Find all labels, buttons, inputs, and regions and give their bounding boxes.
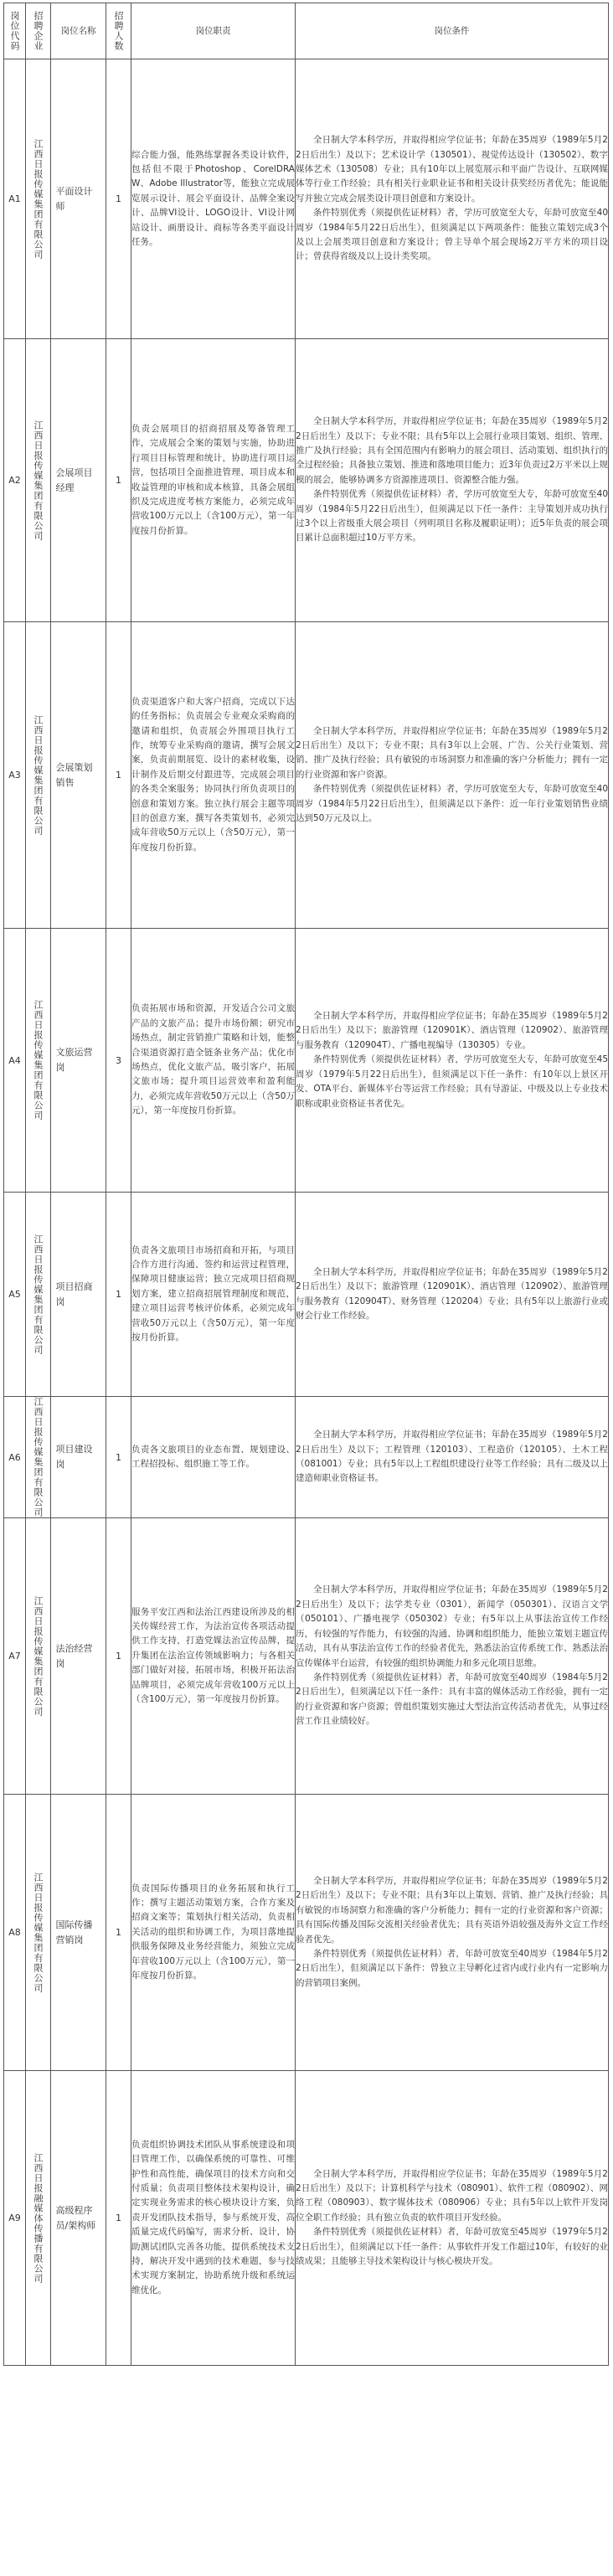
condition-paragraph: 全日制大学本科学历，并取得相应学位证书；年龄在35周岁（1989年5月22日后出生）及以下；专业不限；具有3年以上会展、广告、公关行业策划、营销、推广及执行经验；具有敏锐的市场洞察力和准确的客户分析能力；拥有一定的行业资源和客户资源。 [296,725,608,780]
position-duties: 负责组织协调技术团队从事系统建设和项目管理工作，以确保系统的可靠性、可维护性和高性能，确保项目的技术方向和交付质量；负责项目整体技术架构设计，确定实现业务需求的核心模块设计方案，负责开发团队技术指导，参与系统开发，高质量完成代码编写，需求分析、设计，协助测试团队完善各功能，提供系统技术支持，解决开发中遇到的技术难题，参与技术实现方案制定，协助系统升级和系统运维优化。 [131,2071,296,2366]
company-cell [26,929,51,1193]
position-name: 项目建设岗 [55,1444,93,1470]
position-conditions [296,339,609,622]
company-name: 江西日报传媒集团有限公司 [33,1595,44,1717]
table-row [4,622,609,929]
company-cell [26,339,51,622]
header-duties: 岗位职责 [131,3,296,59]
position-name: 法治经营岗 [55,1642,93,1669]
company-cell [26,1795,51,2071]
hire-count: 1 [106,2071,131,2366]
company-name: 江西日报传媒集团有限公司 [33,714,44,836]
company-name: 江西日报传媒集团有限公司 [33,1872,44,1993]
position-name-cell [51,2071,106,2366]
table-row [4,339,609,622]
condition-paragraph: 条件特别优秀（须提供佐证材料）者，学历可放宽至大专，年龄可放宽至45周岁（1979年5月22日后出生），但须满足以下任一条件：有10年以上景区开发、OTA平台、新媒体平台等运营工作经验；具有导游证、中级及以上专业技术职称或职业资格证书者优先。 [296,1054,608,1109]
company-cell [26,622,51,929]
position-code: A9 [4,2071,26,2366]
company-name: 江西日报传媒集团有限公司 [33,1234,44,1355]
company-name: 江西日报传媒集团有限公司 [33,420,44,541]
table-row [4,1397,609,1518]
company-cell [26,2071,51,2366]
header-position: 岗位名称 [51,3,106,59]
condition-paragraph: 全日制大学本科学历，并取得相应学位证书；年龄在35周岁（1989年5月22日后出生）及以下；计算机科学与技术（080901）、软件工程（080902）、网络工程（080903）、数字媒体技术（080906）专业；具有5年以上软件开发岗位全职工作经验；具有独立负责的软件项目开发经验。 [296,2168,608,2223]
condition-paragraph: 全日制大学本科学历，并取得相应学位证书；年龄在35周岁（1989年5月22日后出生）及以下；艺术设计学（130501）、视觉传达设计（130502）、数字媒体艺术（130508）专业；具有10年以上展览展示和平面广告设计、互联网媒体等行业工作经验；具有相关行业职业证书和相关设计获奖经历者优先；能说能写并独立完成会展类设计项目创意和方案设计。 [296,135,608,204]
job-table [3,3,609,2366]
position-name-cell [51,1397,106,1518]
company-name: 江西日报传媒集团有限公司 [33,1397,44,1517]
position-name: 会展策划销售 [55,761,93,788]
position-name: 文旅运营岗 [55,1047,93,1073]
position-code: A1 [4,59,26,339]
header-count: 招聘人数 [106,3,131,59]
condition-paragraph: 全日制大学本科学历，并取得相应学位证书；年龄在35周岁（1989年5月22日后出生）及以下；工程管理（120103）、工程造价（120105）、土木工程（081001）专业；具有5年以上工程组织建设行业等工作经验；具有二级及以上建造师职业资格证书。 [296,1430,608,1484]
position-duties: 综合能力强，能熟练掌握各类设计软件，包括但不限于Photoshop、CorelDRAW、Adobe Illustrator等，能独立完成展览展示设计、展会平面设计、品牌全案设计、品牌VI设计、LOGO设计、VI设计网站设计、画册设计、商标等各类平面设计任务。 [131,59,296,339]
condition-paragraph: 条件特别优秀（须提供佐证材料）者，年龄可放宽至40周岁（1984年5月22日后出生），但须满足以下任一条件：具有丰富的媒体活动工作经验，拥有一定的行业资源和客户资源；曾组织策划实施过大型法治宣传活动者优先，从事过经营工作且业绩较好。 [296,1672,608,1727]
hire-count: 1 [106,1397,131,1518]
position-conditions [296,1795,609,2071]
hire-count: 1 [106,1193,131,1397]
condition-paragraph: 条件特别优秀（须提供佐证材料）者，学历可放宽至大专，年龄可放宽至40周岁（1984年5月22日后出生），但须满足以下条件：近一年行业策划销售业绩达到50万元及以上。 [296,784,608,824]
hire-count: 3 [106,929,131,1193]
table-row [4,929,609,1193]
position-name: 高级程序员/架构师 [55,2204,96,2231]
position-duties: 负责渠道客户和大客户招商，完成以下达的任务指标；负责展会专业观众采购商的邀请和组织，负责展会外围项目执行工作，统筹专业采购商的邀请，撰写会展文案，负责前期展览、设计的素材收集，设计制作及后期交付跟进等，完成展会项目的各类全案服务；协同执行所负责项目的创意和策划方案。独立执行展会主题等项目的创意方案，撰写各类策划书，必须完成年营收50万元以上（含50万元），第一年度按月份折算。 [131,622,296,929]
hire-count: 1 [106,1518,131,1795]
company-cell [26,59,51,339]
position-code: A3 [4,622,26,929]
header-company: 招聘企业 [26,3,51,59]
condition-paragraph: 条件特别优秀（须提供佐证材料）者，年龄可放宽至40周岁（1984年5月22日后出生），但须满足以下条件：曾独立主导孵化过省内或行业内有一定影响力的营销项目案例。 [296,1948,608,1988]
position-code: A4 [4,929,26,1193]
position-name-cell [51,929,106,1193]
header-code: 岗位代码 [4,3,26,59]
hire-count: 1 [106,622,131,929]
position-name: 会展项目经理 [55,466,93,493]
company-name: 江西日报传媒集团有限公司 [33,138,44,260]
position-name-cell [51,1518,106,1795]
position-name: 国际传播营销岗 [55,1919,93,1945]
table-row [4,1795,609,2071]
position-code: A7 [4,1518,26,1795]
position-name-cell [51,622,106,929]
position-code: A2 [4,339,26,622]
table-header-row [4,3,609,59]
company-cell [26,1397,51,1518]
condition-paragraph: 全日制大学本科学历，并取得相应学位证书；年龄在35周岁（1989年5月22日后出生）及以下；旅游管理（120901K）、酒店管理（120902）、旅游管理与服务教育（120904T）、广播电视编导（130305）专业。 [296,1011,608,1050]
hire-count: 1 [106,1795,131,2071]
condition-paragraph: 条件特别优秀（须提供佐证材料）者，学历可放宽至大专，年龄可放宽至40周岁（1984年5月22日后出生），但须满足以下两项条件：能独立策划完成3个及以上会展类项目创意和方案设计；曾主导单个展会现场2万平方米的项目设计；曾获得省级及以上设计类奖项。 [296,208,608,262]
position-conditions [296,622,609,929]
position-conditions [296,1193,609,1397]
position-conditions [296,1518,609,1795]
company-cell [26,1518,51,1795]
position-code: A6 [4,1397,26,1518]
condition-paragraph: 条件特别优秀（须提供佐证材料）者，学历可放宽至大专，年龄可放宽至40周岁（1984年5月22日后出生），但须满足以下任一条件：主导策划并成功执行过3个以上省级重大展会项目（列明项目名称及履职证明）；近5年负责的展会项目累计总面积超过10万平方米。 [296,489,608,544]
position-name-cell [51,59,106,339]
condition-paragraph: 条件特别优秀（须提供佐证材料）者，年龄可放宽至45周岁（1979年5月22日后出生），但须满足以下任一条件：从事软件开发工作超过10年，有较好的业绩成果；且能够主导技术架构设计与核心模块开发。 [296,2227,608,2267]
hire-count: 1 [106,59,131,339]
table-row [4,2071,609,2366]
position-duties: 负责会展项目的招商招展及筹备管理工作，完成展会全案的策划与实施，协助进行项目目标管理和统计，协助进行项目运营，包括项目全面推进管理、项目成本和收益管理的审核和成本核算，具备会展组织及完成进度考核方案能力，必须完成年营收100万元以上（含100万元），第一年度按月份折算。 [131,339,296,622]
position-name: 平面设计师 [55,185,93,212]
position-name-cell [51,339,106,622]
condition-paragraph: 全日制大学本科学历，并取得相应学位证书；年龄在35周岁（1989年5月22日后出生）及以下；旅游管理（120901K）、酒店管理（120902）、旅游管理与服务教育（120904T）、财务管理（120204）专业；具有5年以上旅游行业或财会行业工作经验。 [296,1266,608,1321]
header-conditions: 岗位条件 [296,3,609,59]
position-conditions [296,59,609,339]
condition-paragraph: 全日制大学本科学历，并取得相应学位证书；年龄在35周岁（1989年5月22日后出生）及以下；法学类专业（0301），新闻学（050301）、汉语言文学（050101）、广播电视学（050302）专业；有5年以上从事法治宣传工作经历，有较强的写作能力，有较强的沟通、协调和组织能力，能独立策划主题宣传活动，具有从事法治宣传工作的经验者优先，熟悉法治宣传系统工作、熟悉法治宣传媒体平台运营，有较强的组织协调能力和多元化项目思维。 [296,1584,608,1668]
position-duties: 负责国际传播项目的业务拓展和执行工作；撰写主题活动策划方案，合作方案及招商文案等；策划执行相关活动，负责相关活动的组织和协调工作，为项目落地提供服务保障及业务经营能力，须独立完成年营收100万元以上（含100万元），第一年度按月份折算。 [131,1795,296,2071]
table-row [4,59,609,339]
position-conditions [296,2071,609,2366]
condition-paragraph: 全日制大学本科学历，并取得相应学位证书；年龄在35周岁（1989年5月22日后出生）及以下；专业不限；具有3年以上策划、营销、推广及执行经验；具有敏锐的市场洞察力和准确的客户分析能力；拥有一定的行业资源和客户资源；具有国际传播及国际交流相关经验者优先；具有英语外语较强及海外文宣工作经验者优先。 [296,1875,608,1945]
company-name: 江西日报传媒集团有限公司 [33,1000,44,1121]
hire-count: 1 [106,339,131,622]
position-duties: 负责各文旅项目的业态布置、规划建设、工程招投标、组织施工等工作。 [131,1397,296,1518]
table-row [4,1193,609,1397]
table-row [4,1518,609,1795]
position-conditions [296,929,609,1193]
condition-paragraph: 全日制大学本科学历，并取得相应学位证书；年龄在35周岁（1989年5月22日后出生）及以下；专业不限；具有5年以上会展行业项目策划、组织、管理、推广及执行经验；具有全国范围内有影响力的展会项目、活动策划、组织执行的全过程经验；具备独立策划、推进和落地项目能力；近3年负责过2万平米以上规模的展会，能够协调多方资源推进项目、资源整合能力强。 [296,416,608,485]
position-duties: 负责拓展市场和资源，开发适合公司文旅产品的文旅产品；提升市场份额；研究市场热点，制定营销推广策略和计划，能整合渠道资源打造全链条业务产品；优化市场热点，优化文旅产品，吸引客户，拓展文旅市场；提升项目运营效率和盈利能力，必须完成年营收50万元以上（含50万元），第一年度按月份折算。 [131,929,296,1193]
position-duties: 服务平安江西和法治江西建设所涉及的相关传媒经营工作，为法治宣传各项活动提供工作支持，打造党媒法治宣传品牌，提升集团在法治宣传领域影响力；与各相关部门做好对接，拓展市场，积极开拓法治品牌项目，必须完成年营收100万元以上（含100万元），第一年度按月份折算。 [131,1518,296,1795]
position-name-cell [51,1795,106,2071]
position-code: A5 [4,1193,26,1397]
position-name-cell [51,1193,106,1397]
company-cell [26,1193,51,1397]
position-code: A8 [4,1795,26,2071]
company-name: 江西日报融媒体传播有限公司 [33,2152,44,2284]
position-duties: 负责各文旅项目市场招商和开拓，与项目合作方进行沟通、签约和运营过程管理，保障项目健康运营；独立完成项目招商规划方案，建立招商招展管理制度和规范，建立项目运营考核评价体系，必须完成年营收50万元以上（含50万元），第一年度按月份折算。 [131,1193,296,1397]
position-conditions [296,1397,609,1518]
position-name: 项目招商岗 [55,1280,93,1307]
